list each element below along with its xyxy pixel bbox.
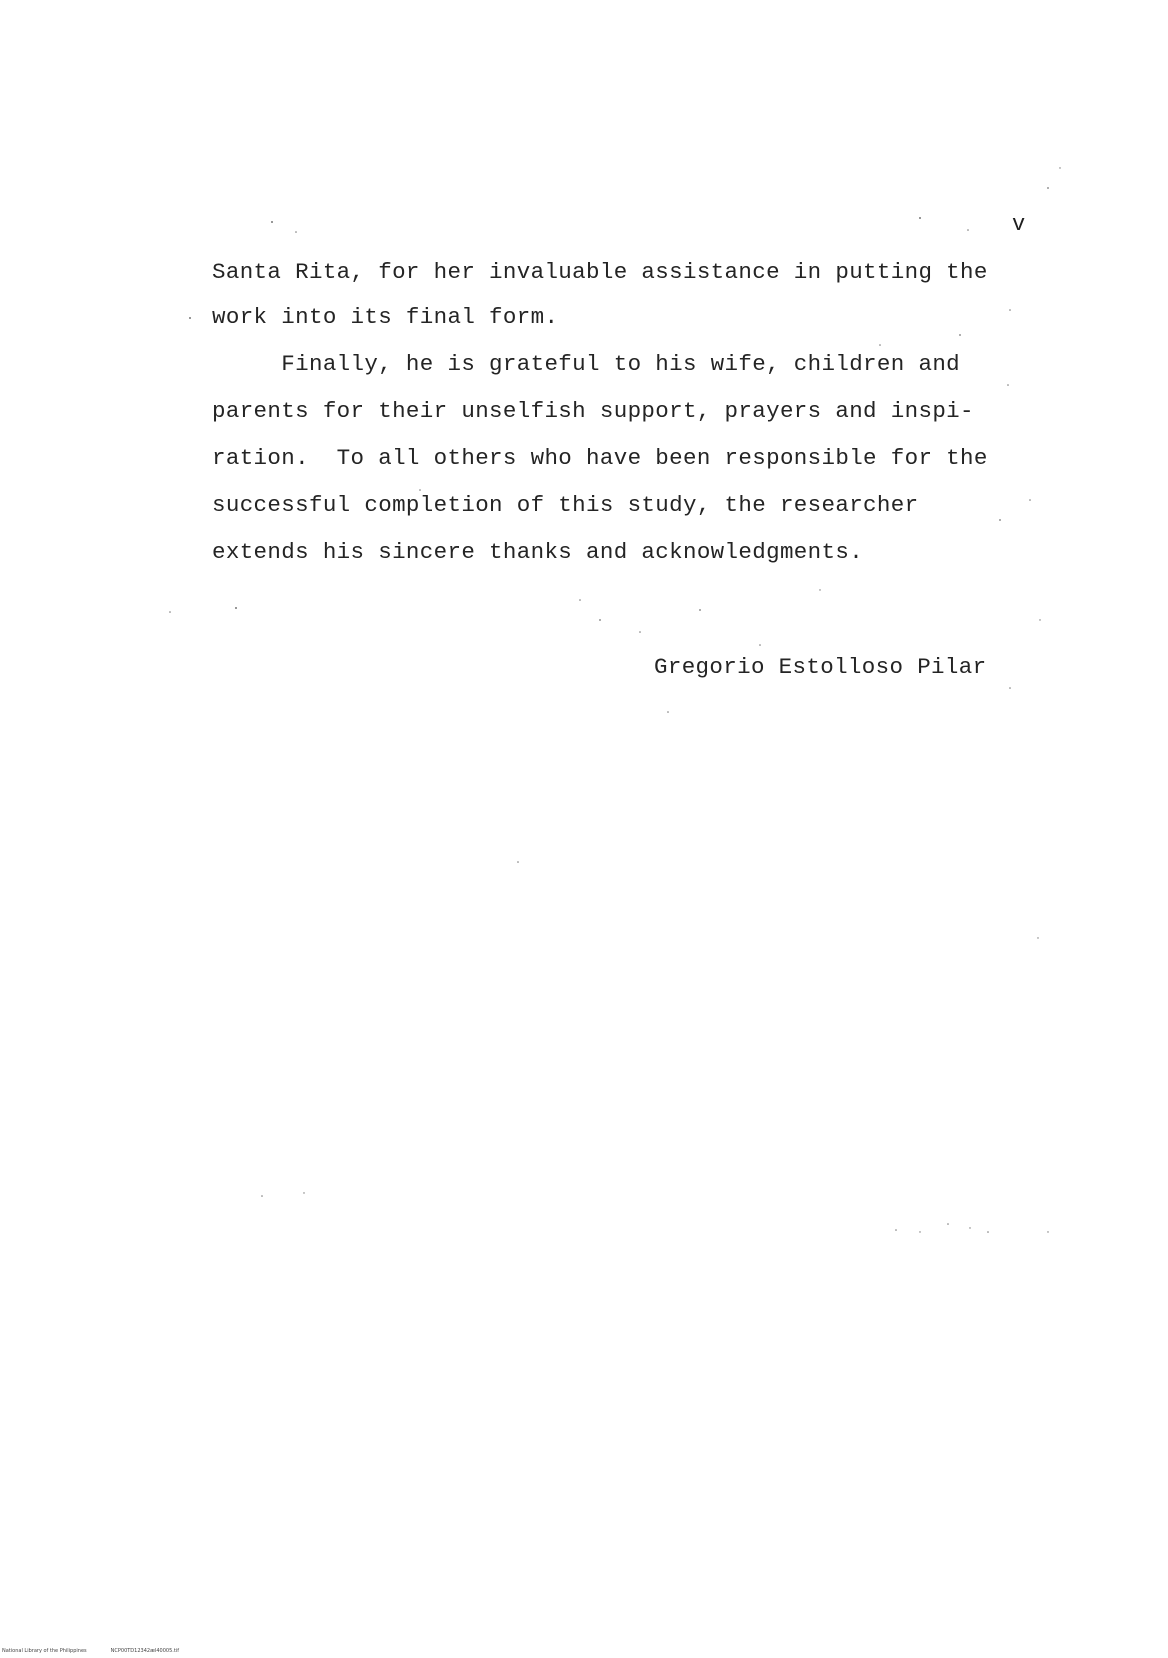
text-line: ration. To all others who have been responsible for the xyxy=(212,445,988,471)
text-line: Santa Rita, for her invaluable assistance in putting the xyxy=(212,259,988,285)
footer-library: National Library of the Philippines xyxy=(2,1648,87,1654)
page-number: v xyxy=(1012,212,1026,237)
text-line: parents for their unselfish support, prayers and inspi- xyxy=(212,398,974,424)
text-line: extends his sincere thanks and acknowledgments. xyxy=(212,539,864,565)
text-line: work into its final form. xyxy=(212,304,559,330)
footer-file-id: NCP00TD12342æl40005.tif xyxy=(110,1648,179,1654)
text-line: successful completion of this study, the researcher xyxy=(212,492,919,518)
text-line: Finally, he is grateful to his wife, children and xyxy=(212,351,961,377)
scan-footer xyxy=(2,1648,203,1654)
author-signature: Gregorio Estolloso Pilar xyxy=(654,654,987,680)
